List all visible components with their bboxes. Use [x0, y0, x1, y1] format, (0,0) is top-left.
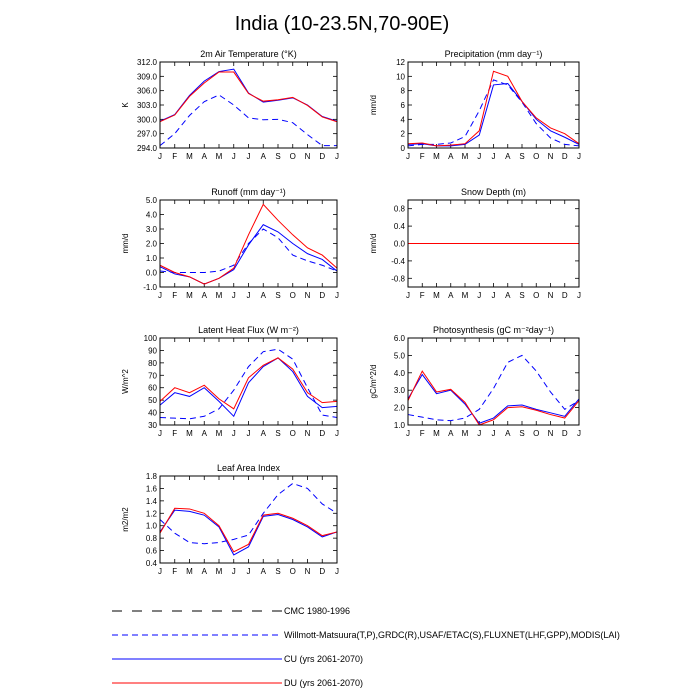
x-tick-label: M [215, 567, 223, 576]
x-tick-label: F [419, 291, 425, 300]
chart-panel-1 [121, 49, 339, 161]
y-tick-label: 10 [396, 72, 405, 82]
x-tick-label: A [448, 429, 454, 438]
chart-panel-4 [369, 187, 581, 300]
panel-title: Snow Depth (m) [460, 187, 527, 197]
x-tick-label: A [448, 152, 454, 161]
y-tick-label: 3.0 [393, 386, 405, 396]
x-tick-label: O [289, 429, 296, 438]
series-line-observed [160, 483, 337, 543]
x-tick-label: M [186, 429, 193, 438]
x-tick-label: J [335, 567, 339, 576]
series-line-cu [160, 225, 337, 284]
y-tick-label: -0.8 [391, 274, 405, 284]
x-tick-label: A [201, 567, 207, 576]
x-tick-label: M [186, 291, 193, 300]
x-tick-label: J [477, 152, 482, 161]
x-tick-label: A [260, 291, 266, 300]
x-tick-label: J [231, 567, 236, 576]
x-tick-label: J [158, 429, 162, 438]
y-tick-label: 4 [400, 115, 405, 125]
panel-title: Photosynthesis (gC m⁻²day⁻¹) [432, 325, 555, 335]
series-line-du [160, 508, 337, 552]
y-tick-label: 0 [400, 144, 405, 153]
x-tick-label: A [505, 429, 511, 438]
x-tick-label: M [461, 152, 469, 161]
x-tick-label: M [215, 152, 223, 161]
y-tick-label: 1.0 [393, 421, 405, 430]
y-tick-label: 2.0 [393, 403, 405, 413]
y-tick-label: 1.0 [145, 254, 157, 263]
chart-panel-2 [369, 49, 581, 161]
y-tick-label: 0.4 [393, 222, 405, 232]
x-tick-label: J [231, 291, 236, 300]
x-tick-label: N [304, 152, 311, 161]
series-line-cu [408, 84, 579, 146]
x-tick-label: F [172, 429, 178, 438]
y-tick-label: 294.0 [136, 144, 157, 153]
x-tick-label: M [461, 291, 469, 300]
chart-panel-7 [121, 463, 339, 576]
x-tick-label: A [201, 291, 207, 300]
y-tick-label: 70 [148, 371, 157, 381]
x-tick-label: N [547, 291, 554, 300]
x-tick-label: J [491, 291, 496, 300]
x-tick-label: A [201, 152, 207, 161]
y-tick-label: 312.0 [136, 58, 157, 67]
legend-label: Willmott-Matsuura(T,P),GRDC(R),USAF/ETAC(S),FLUXNET(LHF,GPP),MODIS(LAI) [284, 630, 620, 640]
x-tick-label: N [547, 152, 554, 161]
x-tick-label: J [231, 429, 236, 438]
x-tick-label: S [519, 429, 525, 438]
x-tick-label: J [577, 152, 581, 161]
x-tick-label: N [304, 291, 311, 300]
series-line-observed [160, 349, 337, 419]
x-tick-label: O [533, 152, 540, 161]
x-tick-label: O [289, 567, 296, 576]
legend-label: CMC 1980-1996 [284, 606, 351, 616]
plot-frame [160, 338, 337, 425]
x-tick-label: J [158, 567, 162, 576]
y-tick-label: 0.0 [145, 268, 157, 278]
x-tick-label: J [491, 429, 496, 438]
x-tick-label: M [433, 152, 440, 161]
y-tick-label: 60 [148, 383, 157, 393]
series-line-cu [160, 510, 337, 555]
y-tick-label: 0.8 [145, 534, 157, 544]
x-tick-label: J [406, 291, 410, 300]
y-tick-label: 300.0 [136, 115, 157, 125]
x-tick-label: J [577, 291, 581, 300]
x-tick-label: J [477, 429, 482, 438]
x-tick-label: F [172, 567, 178, 576]
y-tick-label: 5.0 [393, 351, 405, 361]
x-tick-label: J [158, 152, 162, 161]
chart-panel-3 [121, 187, 339, 300]
y-tick-label: 1.6 [145, 484, 157, 494]
y-tick-label: 4.0 [393, 368, 405, 378]
series-line-du [408, 71, 579, 146]
x-tick-label: F [419, 429, 425, 438]
y-tick-label: 40 [148, 408, 157, 418]
y-tick-label: 1.0 [145, 521, 157, 531]
y-axis-label: mm/d [121, 233, 130, 254]
x-tick-label: S [519, 152, 525, 161]
y-tick-label: 3.0 [145, 225, 157, 234]
y-tick-label: 1.4 [145, 496, 157, 506]
x-tick-label: M [186, 152, 193, 161]
x-tick-label: J [335, 152, 339, 161]
y-tick-label: -1.0 [143, 283, 157, 292]
y-tick-label: 100 [143, 334, 157, 343]
x-tick-label: J [246, 567, 251, 576]
series-line-du [160, 72, 337, 122]
x-tick-label: A [505, 152, 511, 161]
y-tick-label: 303.0 [136, 101, 157, 110]
x-tick-label: J [335, 429, 339, 438]
y-axis-label: m2/m2 [121, 507, 130, 532]
x-tick-label: A [260, 152, 266, 161]
panel-title: Precipitation (mm day⁻¹) [444, 49, 543, 59]
y-tick-label: 50 [148, 396, 157, 406]
x-tick-label: N [304, 429, 311, 438]
x-tick-label: S [519, 291, 525, 300]
x-tick-label: D [319, 152, 326, 161]
chart-panel-5 [121, 325, 339, 438]
y-axis-label: K [121, 102, 130, 108]
x-tick-label: A [505, 291, 511, 300]
x-tick-label: O [289, 291, 296, 300]
x-tick-label: J [406, 429, 410, 438]
y-tick-label: 309.0 [136, 72, 157, 82]
panel-title: 2m Air Temperature (°K) [200, 49, 297, 59]
x-tick-label: J [246, 291, 251, 300]
series-line-observed [160, 95, 337, 146]
x-tick-label: J [491, 152, 496, 161]
y-tick-label: 1.2 [145, 509, 157, 519]
x-tick-label: J [335, 291, 339, 300]
y-tick-label: 297.0 [136, 129, 157, 139]
y-tick-label: 80 [148, 358, 157, 368]
series-line-observed [408, 80, 579, 146]
x-tick-label: S [275, 291, 281, 300]
x-tick-label: J [231, 152, 236, 161]
y-axis-label: mm/d [369, 95, 378, 115]
figure-title: India (10-23.5N,70-90E) [234, 13, 450, 35]
y-axis-label: mm/d [369, 233, 378, 254]
series-line-du [408, 371, 579, 425]
y-tick-label: 0.4 [145, 559, 157, 568]
x-tick-label: A [260, 567, 266, 576]
x-tick-label: D [561, 152, 568, 161]
y-tick-label: 306.0 [136, 86, 157, 96]
y-tick-label: -0.4 [391, 256, 405, 266]
y-tick-label: 2 [400, 129, 405, 139]
y-tick-label: 1.8 [145, 472, 157, 481]
chart-panel-6 [369, 325, 581, 438]
y-tick-label: 0.0 [393, 239, 405, 249]
x-tick-label: M [433, 429, 440, 438]
x-tick-label: M [461, 429, 469, 438]
x-tick-label: M [215, 291, 223, 300]
y-tick-label: 30 [148, 421, 157, 430]
panel-title: Latent Heat Flux (W m⁻²) [198, 325, 299, 335]
y-tick-label: 6.0 [393, 334, 405, 343]
y-tick-label: 12 [396, 58, 405, 67]
x-tick-label: S [275, 429, 281, 438]
y-tick-label: 8 [400, 86, 405, 96]
x-tick-label: N [547, 429, 554, 438]
y-tick-label: 0.8 [393, 204, 405, 214]
x-tick-label: J [158, 291, 162, 300]
x-tick-label: O [533, 429, 540, 438]
x-tick-label: M [215, 429, 223, 438]
y-axis-label: W/m^2 [121, 369, 130, 394]
x-tick-label: F [172, 291, 178, 300]
legend [112, 606, 620, 688]
x-tick-label: J [246, 429, 251, 438]
legend-label: CU (yrs 2061-2070) [284, 654, 364, 664]
x-tick-label: J [477, 291, 482, 300]
panel-title: Leaf Area Index [216, 463, 281, 473]
legend-label: DU (yrs 2061-2070) [284, 678, 364, 688]
x-tick-label: A [201, 429, 207, 438]
plot-frame [160, 62, 337, 148]
y-tick-label: 6 [400, 101, 405, 110]
x-tick-label: D [319, 429, 326, 438]
series-line-cu [408, 375, 579, 424]
x-tick-label: O [533, 291, 540, 300]
x-tick-label: J [577, 429, 581, 438]
chart-panels [121, 49, 581, 576]
plot-frame [408, 62, 579, 148]
plot-frame [408, 338, 579, 425]
x-tick-label: S [275, 152, 281, 161]
x-tick-label: A [260, 429, 266, 438]
x-tick-label: D [319, 291, 326, 300]
x-tick-label: S [275, 567, 281, 576]
x-tick-label: F [172, 152, 178, 161]
panel-title: Runoff (mm day⁻¹) [211, 187, 286, 197]
y-tick-label: 0.6 [145, 546, 157, 556]
plot-frame [160, 476, 337, 563]
y-tick-label: 5.0 [145, 196, 157, 205]
x-tick-label: O [289, 152, 296, 161]
x-tick-label: F [419, 152, 425, 161]
y-tick-label: 4.0 [145, 210, 157, 220]
y-tick-label: 2.0 [145, 239, 157, 249]
series-line-cu [160, 69, 337, 121]
y-tick-label: 90 [148, 346, 157, 356]
x-tick-label: M [433, 291, 440, 300]
x-tick-label: D [561, 291, 568, 300]
x-tick-label: J [246, 152, 251, 161]
x-tick-label: J [406, 152, 410, 161]
x-tick-label: M [186, 567, 193, 576]
x-tick-label: A [448, 291, 454, 300]
x-tick-label: D [319, 567, 326, 576]
x-tick-label: N [304, 567, 311, 576]
x-tick-label: D [561, 429, 568, 438]
y-axis-label: gC/m^2/d [369, 364, 378, 399]
